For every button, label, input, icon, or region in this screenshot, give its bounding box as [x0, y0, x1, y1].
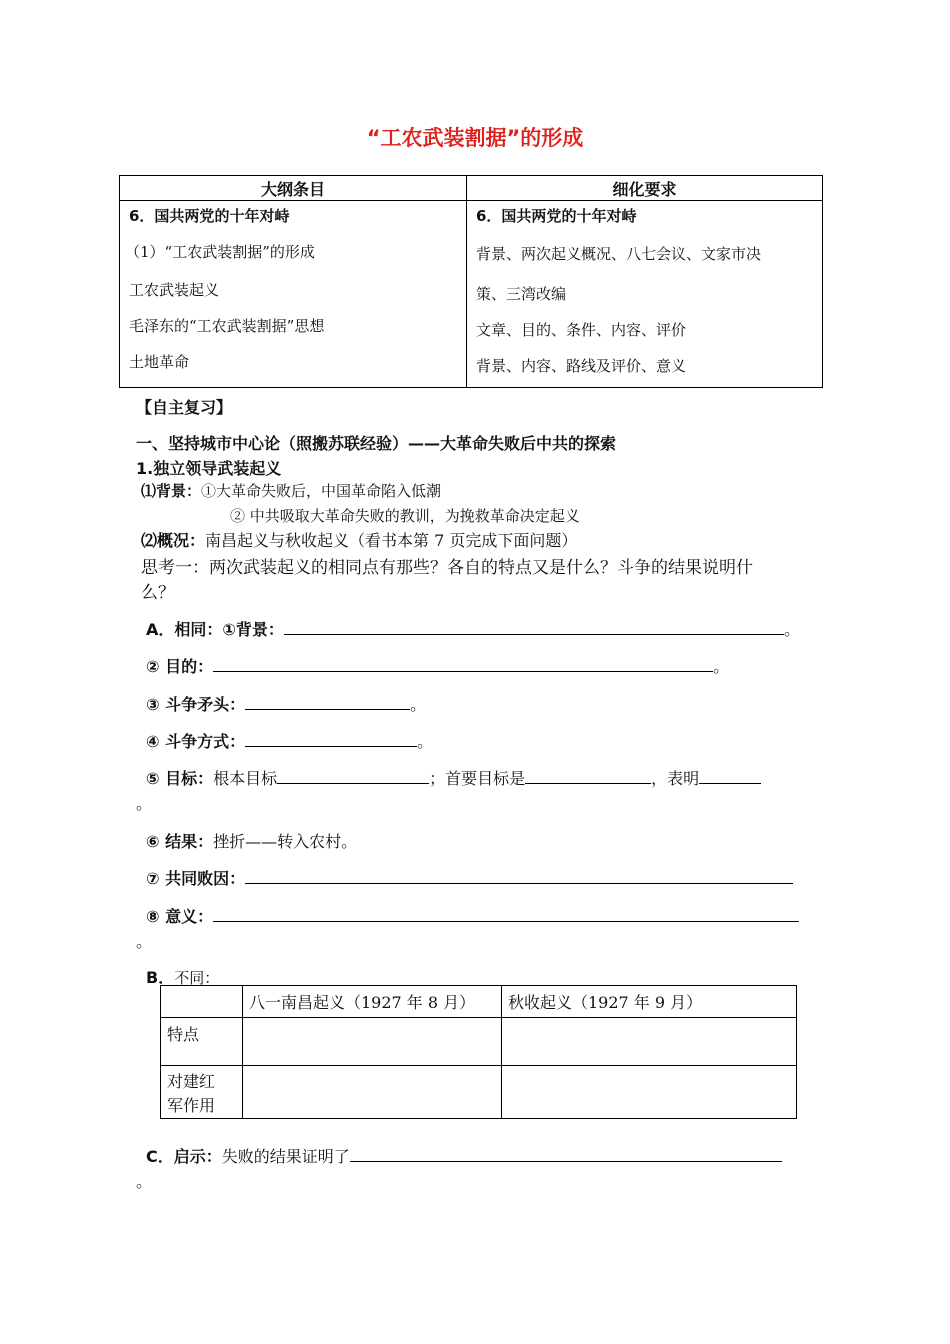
target-label: ③ 斗争矛头：: [146, 695, 246, 714]
target-row: [146, 692, 426, 715]
goal-label: ⑤ 目标：: [146, 769, 214, 788]
answer-cell[interactable]: [243, 1018, 502, 1066]
insight-text: 失败的结果证明了: [221, 1147, 350, 1166]
outline-left-line: 土地革命: [129, 353, 190, 371]
section-heading: 一、坚持城市中心论（照搬苏联经验）——大革命失败后中共的探索: [136, 434, 617, 453]
background-label: ⑴背景：: [141, 482, 202, 500]
outline-left-cell: [120, 201, 467, 388]
features-row-label: 特点: [161, 1018, 243, 1066]
goal-text-2: ；首要目标是: [429, 769, 526, 788]
difference-label: B．: [146, 968, 175, 987]
overview-label: ⑵概况：: [141, 531, 206, 550]
method-label: ④ 斗争方式：: [146, 732, 246, 751]
overview-text: 南昌起义与秋收起义（看书本第 7 页完成下面问题）: [205, 531, 578, 550]
purpose-label: ② 目的：: [146, 657, 214, 676]
meaning-label: ⑧ 意义：: [146, 907, 214, 926]
answer-blank[interactable]: [699, 769, 761, 784]
overview-line: [141, 528, 577, 551]
red-army-label-line-1: 对建红: [167, 1072, 216, 1091]
outline-right-line: 背景、两次起义概况、八七会议、文家市决: [476, 245, 762, 263]
period: 。: [136, 932, 153, 951]
period: 。: [136, 1172, 153, 1191]
method-row: [146, 729, 433, 752]
autumn-harvest-header: 秋收起义（1927 年 9 月）: [502, 986, 797, 1018]
outline-right-line: 背景、内容、路线及评价、意义: [476, 357, 687, 375]
period: 。: [417, 732, 434, 751]
outline-right-line: 策、三湾改编: [476, 285, 567, 303]
outline-left-line: （1）“工农武装割据”的形成: [125, 243, 315, 261]
answer-cell[interactable]: [243, 1066, 502, 1119]
outline-left-line: 6．国共两党的十年对峙: [129, 207, 290, 225]
background-text-2: ② 中共吸取大革命失败的教训，为挽救革命决定起义: [230, 507, 580, 525]
think-question-line-1: 思考一：两次武装起义的相同点有那些？各自的特点又是什么？斗争的结果说明什: [141, 558, 753, 578]
answer-blank[interactable]: [245, 732, 417, 747]
difference-table: [160, 985, 797, 1119]
cause-row: [146, 866, 793, 889]
insight-row: [146, 1144, 782, 1167]
period: 。: [410, 695, 427, 714]
outline-left-line: 工农武装起义: [129, 281, 220, 299]
goal-row: [146, 766, 761, 789]
difference-text: 不同：: [174, 969, 220, 987]
self-review-heading: 【自主复习】: [136, 398, 233, 417]
insight-label: C．启示：: [146, 1147, 222, 1166]
answer-blank[interactable]: [350, 1147, 782, 1162]
answer-blank[interactable]: [284, 620, 784, 635]
empty-corner-cell: [161, 986, 243, 1018]
answer-blank[interactable]: [525, 769, 651, 784]
meaning-row: [146, 904, 799, 927]
purpose-row: [146, 654, 729, 677]
same-background-row: [146, 617, 800, 640]
cause-label: ⑦ 共同败因：: [146, 869, 246, 888]
period: 。: [136, 794, 153, 813]
outline-right-line: 6．国共两党的十年对峙: [476, 207, 637, 225]
answer-blank[interactable]: [277, 769, 429, 784]
outline-table: [119, 175, 823, 388]
background-text-1: ①大革命失败后，中国革命陷入低潮: [201, 482, 442, 500]
answer-blank[interactable]: [213, 657, 713, 672]
think-question-line-2: 么？: [141, 583, 175, 603]
outline-left-line: 毛泽东的“工农武装割据”思想: [129, 317, 325, 335]
outline-right-line: 文章、目的、条件、内容、评价: [476, 321, 687, 339]
subsection-heading: 1.独立领导武装起义: [136, 459, 282, 478]
background-line-1: [141, 480, 441, 501]
result-text: 挫折——转入农村。: [213, 832, 358, 851]
header-detailed-requirements: 细化要求: [467, 176, 823, 201]
red-army-row-label: [161, 1066, 243, 1119]
result-label: ⑥ 结果：: [146, 832, 214, 851]
result-row: [146, 829, 357, 852]
nanchang-header: 八一南昌起义（1927 年 8 月）: [243, 986, 502, 1018]
page-title: “工农武装割据”的形成: [366, 126, 584, 150]
answer-blank[interactable]: [213, 907, 799, 922]
goal-text-1: 根本目标: [213, 769, 278, 788]
red-army-label-line-2: 军作用: [167, 1096, 216, 1115]
answer-cell[interactable]: [502, 1066, 797, 1119]
answer-blank[interactable]: [245, 695, 410, 710]
answer-blank[interactable]: [245, 869, 793, 884]
outline-right-cell: [467, 201, 823, 388]
same-background-label: A．相同：①背景：: [146, 620, 284, 639]
period: 。: [713, 657, 730, 676]
goal-text-3: ，表明: [651, 769, 700, 788]
period: 。: [783, 620, 800, 639]
answer-cell[interactable]: [502, 1018, 797, 1066]
header-outline-items: 大纲条目: [120, 176, 467, 201]
